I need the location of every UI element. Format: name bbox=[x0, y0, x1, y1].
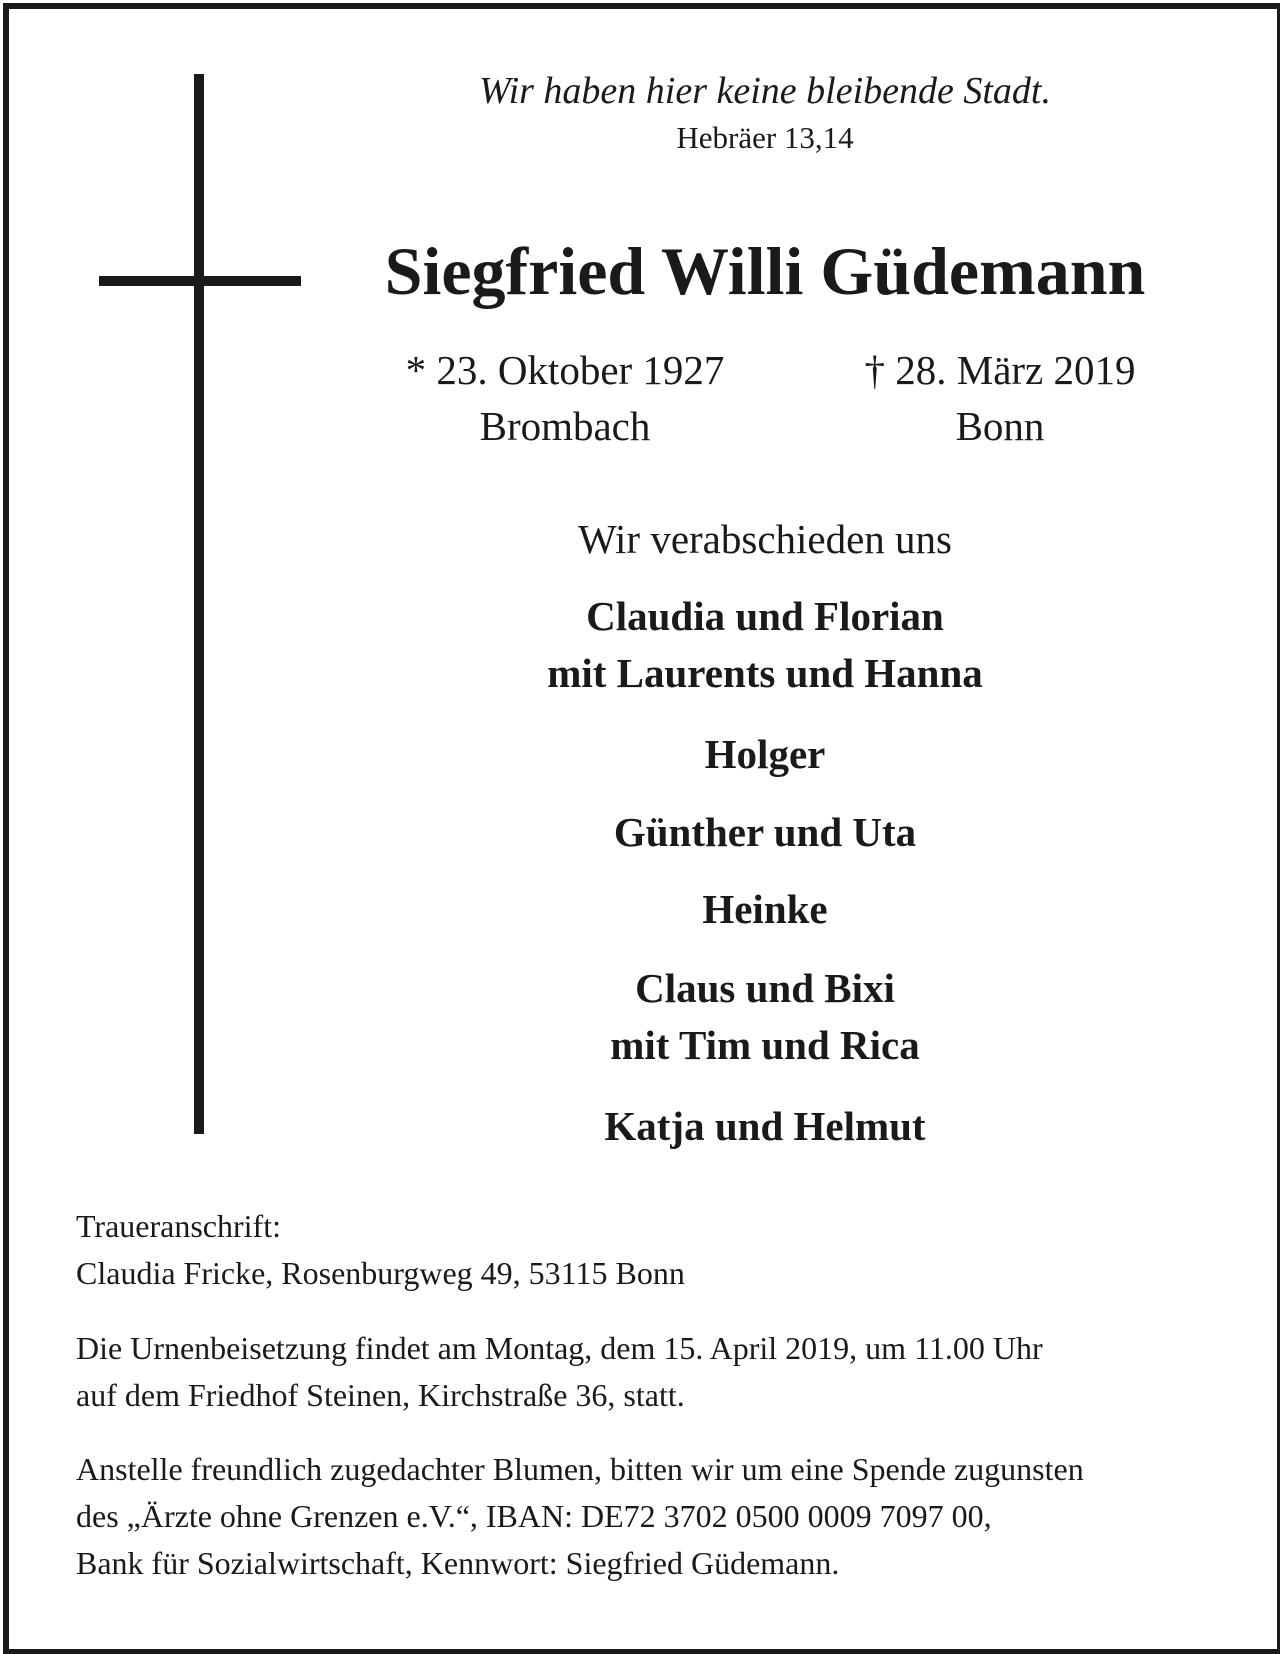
death-info bbox=[790, 342, 1210, 454]
deceased-name: Siegfried Willi Güdemann bbox=[384, 233, 1146, 309]
cross-icon-vertical-bar bbox=[194, 74, 204, 1134]
mourner-group bbox=[340, 588, 1190, 702]
donation-line: Bank für Sozialwirtschaft, Kennwort: Siegfried Güdemann. bbox=[76, 1545, 840, 1581]
mourner-line: Heinke bbox=[702, 886, 828, 932]
birth-info bbox=[355, 342, 775, 454]
cross-icon-horizontal-bar bbox=[99, 276, 301, 286]
mourner-group bbox=[340, 726, 1190, 783]
mourner-group bbox=[340, 881, 1190, 938]
mourner-group bbox=[340, 1098, 1190, 1155]
farewell-text: Wir verabschieden uns bbox=[577, 516, 953, 562]
burial-notice bbox=[76, 1325, 1216, 1419]
address-label: Traueranschrift: bbox=[76, 1208, 281, 1244]
donation-notice bbox=[76, 1446, 1216, 1587]
burial-line: Die Urnenbeisetzung findet am Montag, dem 15. April 2019, um 11.00 Uhr bbox=[76, 1330, 1043, 1366]
mourner-group bbox=[340, 804, 1190, 861]
motto-reference: Hebräer 13,14 bbox=[676, 120, 854, 155]
donation-line: Anstelle freundlich zugedachter Blumen, bitten wir um eine Spende zugunsten bbox=[76, 1451, 1084, 1487]
burial-line: auf dem Friedhof Steinen, Kirchstraße 36, statt. bbox=[76, 1377, 685, 1413]
death-place: Bonn bbox=[955, 403, 1045, 449]
mourner-group bbox=[340, 960, 1190, 1074]
mourner-line: Günther und Uta bbox=[613, 809, 917, 855]
address-value: Claudia Fricke, Rosenburgweg 49, 53115 Bonn bbox=[76, 1255, 685, 1291]
mourner-line: Katja und Helmut bbox=[604, 1103, 926, 1149]
mourner-line: Claudia und Florian bbox=[586, 593, 944, 639]
mourner-line: mit Tim und Rica bbox=[610, 1022, 920, 1068]
mourning-address bbox=[76, 1203, 1216, 1297]
birth-place: Brombach bbox=[479, 403, 651, 449]
mourner-line: Holger bbox=[704, 731, 826, 777]
birth-date: * 23. Oktober 1927 bbox=[405, 347, 725, 393]
motto-quote: Wir haben hier keine bleibende Stadt. bbox=[479, 70, 1051, 112]
mourner-line: Claus und Bixi bbox=[635, 965, 895, 1011]
death-date: † 28. März 2019 bbox=[864, 347, 1136, 393]
donation-line: des „Ärzte ohne Grenzen e.V.“, IBAN: DE72 3702 0500 0009 7097 00, bbox=[76, 1498, 992, 1534]
mourner-line: mit Laurents und Hanna bbox=[547, 650, 983, 696]
